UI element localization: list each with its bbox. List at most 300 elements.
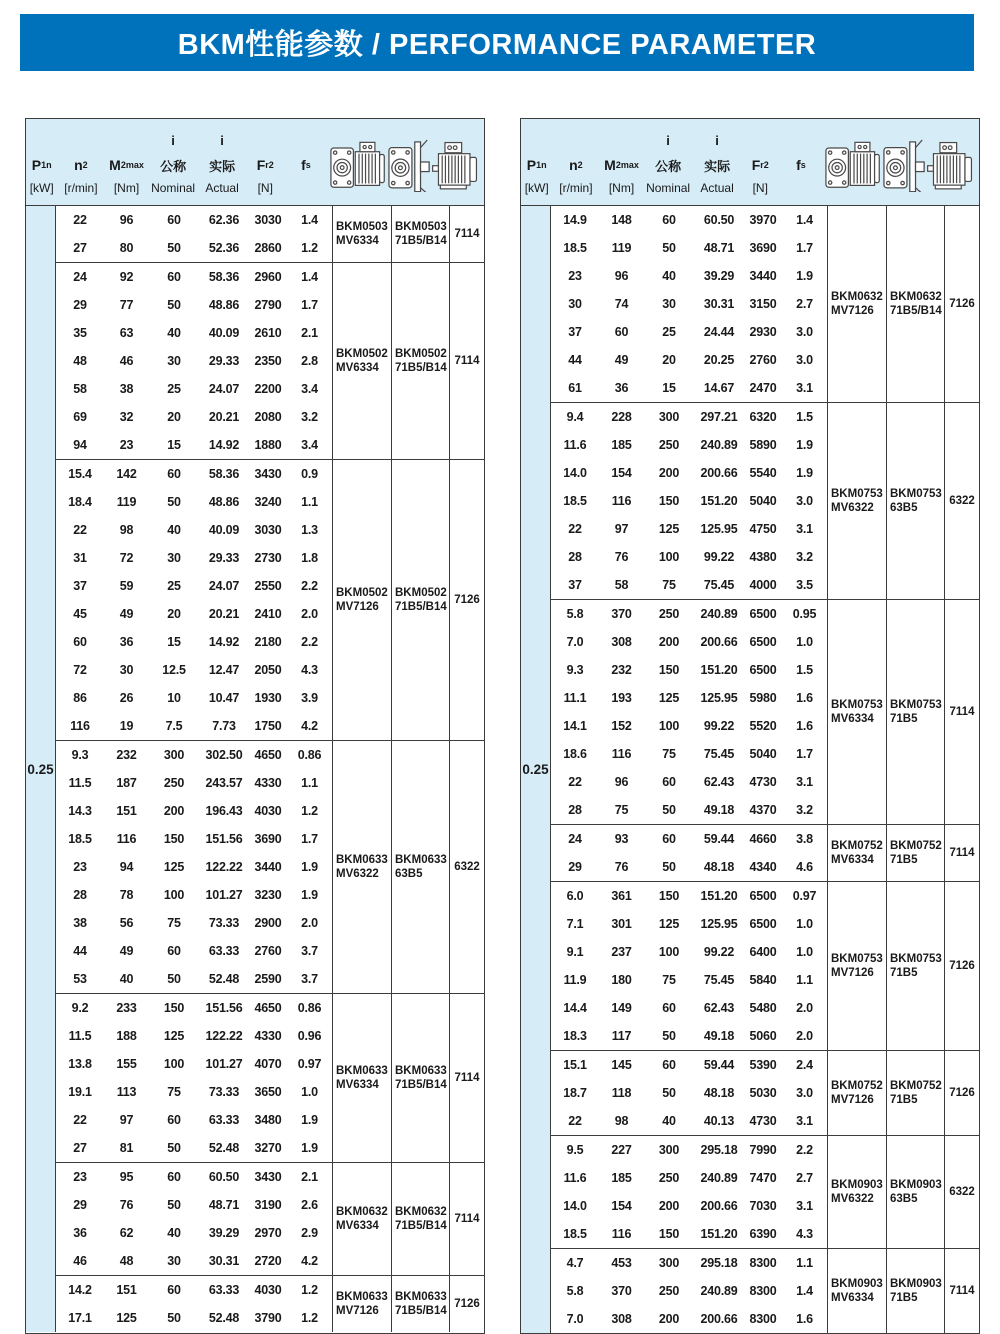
data-cell: 75 — [614, 803, 629, 817]
data-cell: 1.9 — [796, 438, 813, 452]
data-cell: 2.8 — [301, 354, 318, 368]
data-cell: 227 — [611, 1143, 632, 1157]
data-cell: 59.44 — [703, 1058, 735, 1072]
data-cell: 4650 — [254, 748, 282, 762]
data-cell: 3430 — [254, 467, 282, 481]
data-cell: 4030 — [254, 804, 282, 818]
data-cell: 25 — [662, 325, 676, 339]
data-cell: 76 — [614, 860, 629, 874]
data-cell: 2550 — [254, 579, 282, 593]
gearmotor-model: BKM0632 MV7126 — [827, 206, 886, 402]
data-cell: 200 — [658, 635, 680, 649]
data-cell: 100 — [163, 888, 185, 902]
data-cell: 3440 — [254, 860, 282, 874]
data-cell: 50 — [167, 298, 181, 312]
data-cell: 22 — [73, 213, 87, 227]
table-section — [56, 1276, 484, 1332]
gearbox-model: BKM0633 63B5 — [391, 741, 449, 993]
data-cell: 52.48 — [208, 972, 240, 986]
data-cell: 40 — [167, 326, 181, 340]
data-cell: 99.22 — [703, 550, 735, 564]
data-cell: 50 — [167, 241, 181, 255]
motor-icon — [432, 132, 482, 192]
data-cell: 24 — [568, 832, 582, 846]
gearmotor-model: BKM0633 MV6322 — [332, 741, 391, 993]
data-cell: 80 — [119, 241, 134, 255]
data-cell: 10.47 — [208, 691, 240, 705]
data-cell: 20 — [167, 410, 181, 424]
data-cell: 4650 — [254, 1001, 282, 1015]
data-cell: 75.45 — [703, 973, 735, 987]
data-cell: 60 — [662, 1001, 676, 1015]
data-cell: 240.89 — [700, 607, 738, 621]
data-cell: 6500 — [749, 917, 777, 931]
data-cell: 18.4 — [68, 495, 92, 509]
data-cell: 8300 — [749, 1256, 777, 1270]
data-cell: 95 — [119, 1170, 134, 1184]
data-cell: 150 — [658, 1227, 680, 1241]
data-cell: 3.2 — [301, 410, 318, 424]
gearbox-model: BKM0752 71B5 — [886, 825, 944, 881]
data-cell: 5060 — [749, 1029, 777, 1043]
data-cell: 2610 — [254, 326, 282, 340]
header-product-icons — [328, 119, 484, 205]
data-cell: 5840 — [749, 973, 777, 987]
data-cell: 29.33 — [208, 551, 240, 565]
data-cell: 26 — [119, 691, 134, 705]
data-cell: 60.50 — [208, 1170, 240, 1184]
data-cell: 45 — [73, 607, 87, 621]
motor-frame: 7114 — [449, 994, 484, 1162]
data-cell: 6500 — [749, 663, 777, 677]
data-cell: 60 — [167, 213, 181, 227]
data-cell: 35 — [73, 326, 87, 340]
data-cell: 14.0 — [563, 466, 587, 480]
data-cell: 46 — [119, 354, 134, 368]
data-cell: 250 — [163, 776, 185, 790]
data-cell: 1.9 — [301, 888, 318, 902]
data-cell: 116 — [116, 832, 137, 846]
data-cell: 60 — [167, 944, 181, 958]
data-cell: 96 — [614, 775, 629, 789]
data-cell: 2.4 — [796, 1058, 813, 1072]
page-title-banner — [20, 14, 974, 71]
data-cell: 3.1 — [796, 522, 813, 536]
sections — [56, 206, 484, 1332]
data-cell: 27 — [73, 1141, 87, 1155]
data-cell: 20 — [167, 607, 181, 621]
data-rows — [551, 1051, 827, 1135]
data-cell: 150 — [658, 889, 680, 903]
data-cell: 2730 — [254, 551, 282, 565]
data-cell: 99.22 — [703, 945, 735, 959]
data-cell: 15 — [167, 635, 181, 649]
data-cell: 200 — [658, 466, 680, 480]
table-section — [56, 206, 484, 263]
data-cell: 150 — [658, 663, 680, 677]
data-cell: 14.92 — [208, 438, 240, 452]
data-cell: 48.71 — [208, 1198, 240, 1212]
data-cell: 3970 — [749, 213, 777, 227]
data-cell: 97 — [119, 1113, 134, 1127]
data-cell: 3030 — [254, 523, 282, 537]
data-rows — [551, 1136, 827, 1248]
data-cell: 7.0 — [566, 635, 584, 649]
data-cell: 3.9 — [301, 691, 318, 705]
data-cell: 0.86 — [297, 748, 322, 762]
motor-frame: 7126 — [944, 882, 979, 1050]
data-cell: 28 — [73, 888, 87, 902]
data-rows — [551, 825, 827, 881]
data-cell: 22 — [73, 1113, 87, 1127]
data-cell: 60.50 — [703, 213, 735, 227]
data-cell: 15.1 — [563, 1058, 587, 1072]
data-cell: 151.20 — [700, 663, 738, 677]
data-cell: 39.29 — [208, 1226, 240, 1240]
data-cell: 150 — [163, 832, 185, 846]
data-cell: 99.22 — [703, 719, 735, 733]
data-cell: 50 — [167, 972, 181, 986]
data-cell: 94 — [119, 860, 134, 874]
data-cell: 370 — [611, 1284, 632, 1298]
data-cell: 60 — [73, 635, 87, 649]
data-cell: 3790 — [254, 1311, 282, 1325]
data-cell: 50 — [662, 241, 676, 255]
data-cell: 31 — [73, 551, 87, 565]
data-cell: 151 — [116, 1283, 137, 1297]
motor-icon — [927, 132, 977, 192]
data-cell: 36 — [73, 1226, 87, 1240]
data-cell: 50 — [167, 1198, 181, 1212]
data-rows — [551, 600, 827, 824]
data-cell: 125 — [658, 917, 680, 931]
data-cell: 2970 — [254, 1226, 282, 1240]
data-cell: 4070 — [254, 1057, 282, 1071]
data-cell: 125 — [163, 1029, 185, 1043]
data-cell: 3.2 — [796, 550, 813, 564]
data-cell: 1.4 — [301, 270, 318, 284]
data-rows — [56, 994, 332, 1162]
gearmotor-model: BKM0502 MV6334 — [332, 263, 391, 459]
data-cell: 2200 — [254, 382, 282, 396]
data-cell: 196.43 — [205, 804, 243, 818]
table-section — [56, 263, 484, 460]
data-cell: 1.4 — [796, 1284, 813, 1298]
data-cell: 76 — [614, 550, 629, 564]
header-power: P 1n [kW] — [29, 157, 54, 195]
data-cell: 1.1 — [301, 776, 318, 790]
data-cell: 60 — [167, 270, 181, 284]
data-cell: 40 — [662, 1114, 676, 1128]
data-cell: 60 — [662, 775, 676, 789]
data-cell: 32 — [119, 410, 134, 424]
data-cell: 18.5 — [68, 832, 92, 846]
data-cell: 1.6 — [796, 719, 813, 733]
data-cell: 1.0 — [796, 917, 813, 931]
motor-frame: 7114 — [449, 206, 484, 262]
data-cell: 2720 — [254, 1254, 282, 1268]
data-cell: 3.4 — [301, 382, 318, 396]
data-cell: 151.20 — [700, 494, 738, 508]
data-cell: 9.3 — [71, 748, 89, 762]
data-cell: 300 — [658, 410, 680, 424]
data-cell: 1.4 — [301, 213, 318, 227]
data-cell: 1750 — [254, 719, 282, 733]
data-cell: 6400 — [749, 945, 777, 959]
data-cell: 2.2 — [301, 635, 318, 649]
data-cell: 2180 — [254, 635, 282, 649]
data-cell: 6390 — [749, 1227, 777, 1241]
data-cell: 62.43 — [703, 1001, 735, 1015]
data-cell: 125.95 — [700, 691, 738, 705]
gearbox-model: BKM0632 71B5/B14 — [886, 206, 944, 402]
data-cell: 4.3 — [301, 663, 318, 677]
page-title: BKM性能参数 / PERFORMANCE PARAMETER — [177, 29, 817, 61]
data-cell: 69 — [73, 410, 87, 424]
gearbox-model: BKM0633 71B5/B14 — [391, 994, 449, 1162]
data-cell: 0.86 — [297, 1001, 322, 1015]
motor-frame: 6322 — [944, 403, 979, 599]
data-cell: 301 — [611, 917, 632, 931]
data-cell: 5390 — [749, 1058, 777, 1072]
data-cell: 2590 — [254, 972, 282, 986]
data-cell: 8300 — [749, 1312, 777, 1326]
header-radial-force: F r2 [N] — [751, 157, 769, 195]
data-cell: 2.6 — [301, 1198, 318, 1212]
data-cell: 25 — [167, 579, 181, 593]
data-cell: 20 — [662, 353, 676, 367]
data-cell: 59 — [119, 579, 134, 593]
data-cell: 23 — [119, 438, 134, 452]
data-cell: 9.4 — [566, 410, 584, 424]
data-cell: 240.89 — [700, 1171, 738, 1185]
data-cell: 5.8 — [566, 607, 584, 621]
data-cell: 7.0 — [566, 1312, 584, 1326]
data-cell: 2080 — [254, 410, 282, 424]
data-cell: 30 — [119, 663, 134, 677]
data-cell: 12.5 — [162, 663, 186, 677]
data-cell: 40 — [167, 1226, 181, 1240]
data-cell: 1.1 — [301, 495, 318, 509]
data-cell: 2900 — [254, 916, 282, 930]
data-cell: 0.95 — [792, 607, 817, 621]
data-cell: 237 — [611, 945, 632, 959]
data-cell: 48.86 — [208, 298, 240, 312]
data-cell: 2410 — [254, 607, 282, 621]
data-cell: 200.66 — [700, 466, 738, 480]
data-cell: 3.0 — [796, 353, 813, 367]
data-cell: 200 — [658, 1199, 680, 1213]
table-body — [521, 206, 979, 1333]
power-value: 0.25 — [27, 761, 54, 777]
data-cell: 15 — [662, 381, 676, 395]
data-cell: 3030 — [254, 213, 282, 227]
data-cell: 4340 — [749, 860, 777, 874]
data-cell: 92 — [119, 270, 134, 284]
motor-frame: 7126 — [449, 1276, 484, 1332]
data-cell: 60 — [662, 1058, 676, 1072]
header-torque: M 2max [Nm] — [604, 157, 639, 195]
data-cell: 1.1 — [796, 973, 813, 987]
data-cell: 232 — [116, 748, 137, 762]
gearbox-flange-icon — [388, 132, 432, 192]
data-cell: 37 — [568, 325, 582, 339]
data-cell: 18.5 — [563, 494, 587, 508]
data-cell: 116 — [611, 1227, 632, 1241]
data-cell: 1.2 — [301, 804, 318, 818]
data-cell: 60 — [167, 1283, 181, 1297]
data-cell: 20.25 — [703, 353, 735, 367]
data-cell: 155 — [116, 1057, 137, 1071]
data-cell: 44 — [568, 353, 582, 367]
data-cell: 18.5 — [563, 1227, 587, 1241]
data-cell: 125 — [658, 691, 680, 705]
data-cell: 193 — [611, 691, 632, 705]
data-cell: 19 — [119, 719, 134, 733]
data-cell: 250 — [658, 1284, 680, 1298]
data-cell: 77 — [119, 298, 134, 312]
data-cell: 152 — [611, 719, 632, 733]
table-section — [551, 403, 979, 600]
gearbox-model: BKM0503 71B5/B14 — [391, 206, 449, 262]
data-cell: 18.6 — [563, 747, 587, 761]
data-cell: 1.5 — [796, 663, 813, 677]
data-cell: 4750 — [749, 522, 777, 536]
data-cell: 3430 — [254, 1170, 282, 1184]
data-cell: 145 — [611, 1058, 632, 1072]
header-radial-force: F r2 [N] — [256, 157, 274, 195]
data-cell: 6500 — [749, 635, 777, 649]
data-cell: 200.66 — [700, 635, 738, 649]
data-cell: 3.5 — [796, 578, 813, 592]
data-cell: 14.4 — [563, 1001, 587, 1015]
data-cell: 3690 — [749, 241, 777, 255]
data-cell: 74 — [614, 297, 629, 311]
data-cell: 49.18 — [703, 1029, 735, 1043]
data-cell: 60 — [167, 467, 181, 481]
data-cell: 4000 — [749, 578, 777, 592]
table-section — [551, 1249, 979, 1333]
header-ratio-nominal: i 公称 Nominal — [151, 133, 196, 195]
data-cell: 3230 — [254, 888, 282, 902]
data-cell: 97 — [614, 522, 629, 536]
data-cell: 1.2 — [301, 1283, 318, 1297]
data-cell: 2930 — [749, 325, 777, 339]
data-cell: 4.7 — [566, 1256, 584, 1270]
data-cell: 7.5 — [165, 719, 183, 733]
data-cell: 1.0 — [301, 1085, 318, 1099]
data-cell: 50 — [167, 495, 181, 509]
data-cell: 96 — [119, 213, 134, 227]
gearbox-model: BKM0502 71B5/B14 — [391, 263, 449, 459]
performance-table-right — [520, 118, 980, 1334]
motor-frame: 7126 — [944, 1051, 979, 1135]
data-cell: 30 — [167, 551, 181, 565]
data-cell: 28 — [568, 803, 582, 817]
data-cell: 27 — [73, 241, 87, 255]
gearbox-model: BKM0753 63B5 — [886, 403, 944, 599]
gearbox-flange-icon — [883, 132, 927, 192]
data-cell: 30.31 — [703, 297, 735, 311]
data-cell: 58.36 — [208, 467, 240, 481]
data-cell: 5480 — [749, 1001, 777, 1015]
data-cell: 75.45 — [703, 578, 735, 592]
gearmotor-model: BKM0752 MV7126 — [827, 1051, 886, 1135]
data-cell: 1.0 — [796, 945, 813, 959]
data-cell: 150 — [658, 494, 680, 508]
data-cell: 7.1 — [566, 917, 584, 931]
data-cell: 1880 — [254, 438, 282, 452]
motor-frame: 7114 — [449, 1163, 484, 1275]
data-cell: 1.8 — [301, 551, 318, 565]
data-cell: 6.0 — [566, 889, 584, 903]
data-cell: 453 — [611, 1256, 632, 1270]
gearmotor-model: BKM0752 MV6334 — [827, 825, 886, 881]
data-cell: 6500 — [749, 607, 777, 621]
data-cell: 142 — [116, 467, 137, 481]
data-cell: 29 — [73, 298, 87, 312]
data-cell: 48.71 — [703, 241, 735, 255]
data-cell: 52.48 — [208, 1141, 240, 1155]
data-cell: 4380 — [749, 550, 777, 564]
data-rows — [551, 206, 827, 402]
data-cell: 1.7 — [301, 298, 318, 312]
data-cell: 18.7 — [563, 1086, 587, 1100]
data-cell: 125 — [163, 860, 185, 874]
data-rows — [551, 403, 827, 599]
data-cell: 73.33 — [208, 1085, 240, 1099]
data-cell: 36 — [119, 635, 134, 649]
motor-frame: 7114 — [944, 600, 979, 824]
data-cell: 63 — [119, 326, 134, 340]
gearmotor-model: BKM0753 MV6322 — [827, 403, 886, 599]
data-cell: 250 — [658, 438, 680, 452]
data-cell: 11.6 — [563, 438, 587, 452]
data-cell: 3.1 — [796, 381, 813, 395]
data-cell: 119 — [116, 495, 137, 509]
data-cell: 22 — [73, 523, 87, 537]
data-cell: 4330 — [254, 776, 282, 790]
data-cell: 96 — [614, 269, 629, 283]
data-cell: 23 — [73, 860, 87, 874]
data-cell: 1.5 — [796, 410, 813, 424]
data-cell: 14.92 — [208, 635, 240, 649]
data-cell: 250 — [658, 607, 680, 621]
data-cell: 117 — [611, 1029, 632, 1043]
data-cell: 23 — [73, 1170, 87, 1184]
data-cell: 125.95 — [700, 522, 738, 536]
data-cell: 6320 — [749, 410, 777, 424]
table-section — [56, 460, 484, 741]
data-cell: 185 — [611, 1171, 632, 1185]
data-cell: 40 — [662, 269, 676, 283]
data-cell: 3690 — [254, 832, 282, 846]
data-cell: 75 — [662, 973, 676, 987]
data-cell: 228 — [611, 410, 632, 424]
data-cell: 39.29 — [703, 269, 735, 283]
data-cell: 22 — [568, 775, 582, 789]
table-section — [56, 994, 484, 1163]
gearbox-model: BKM0633 71B5/B14 — [391, 1276, 449, 1332]
data-cell: 14.0 — [563, 1199, 587, 1213]
header-ratio-nominal: i 公称 Nominal — [646, 133, 691, 195]
data-cell: 119 — [611, 241, 632, 255]
data-cell: 122.22 — [205, 860, 243, 874]
data-rows — [56, 460, 332, 740]
header-service-factor: f s — [796, 157, 806, 173]
data-cell: 18.3 — [563, 1029, 587, 1043]
data-cell: 300 — [658, 1143, 680, 1157]
